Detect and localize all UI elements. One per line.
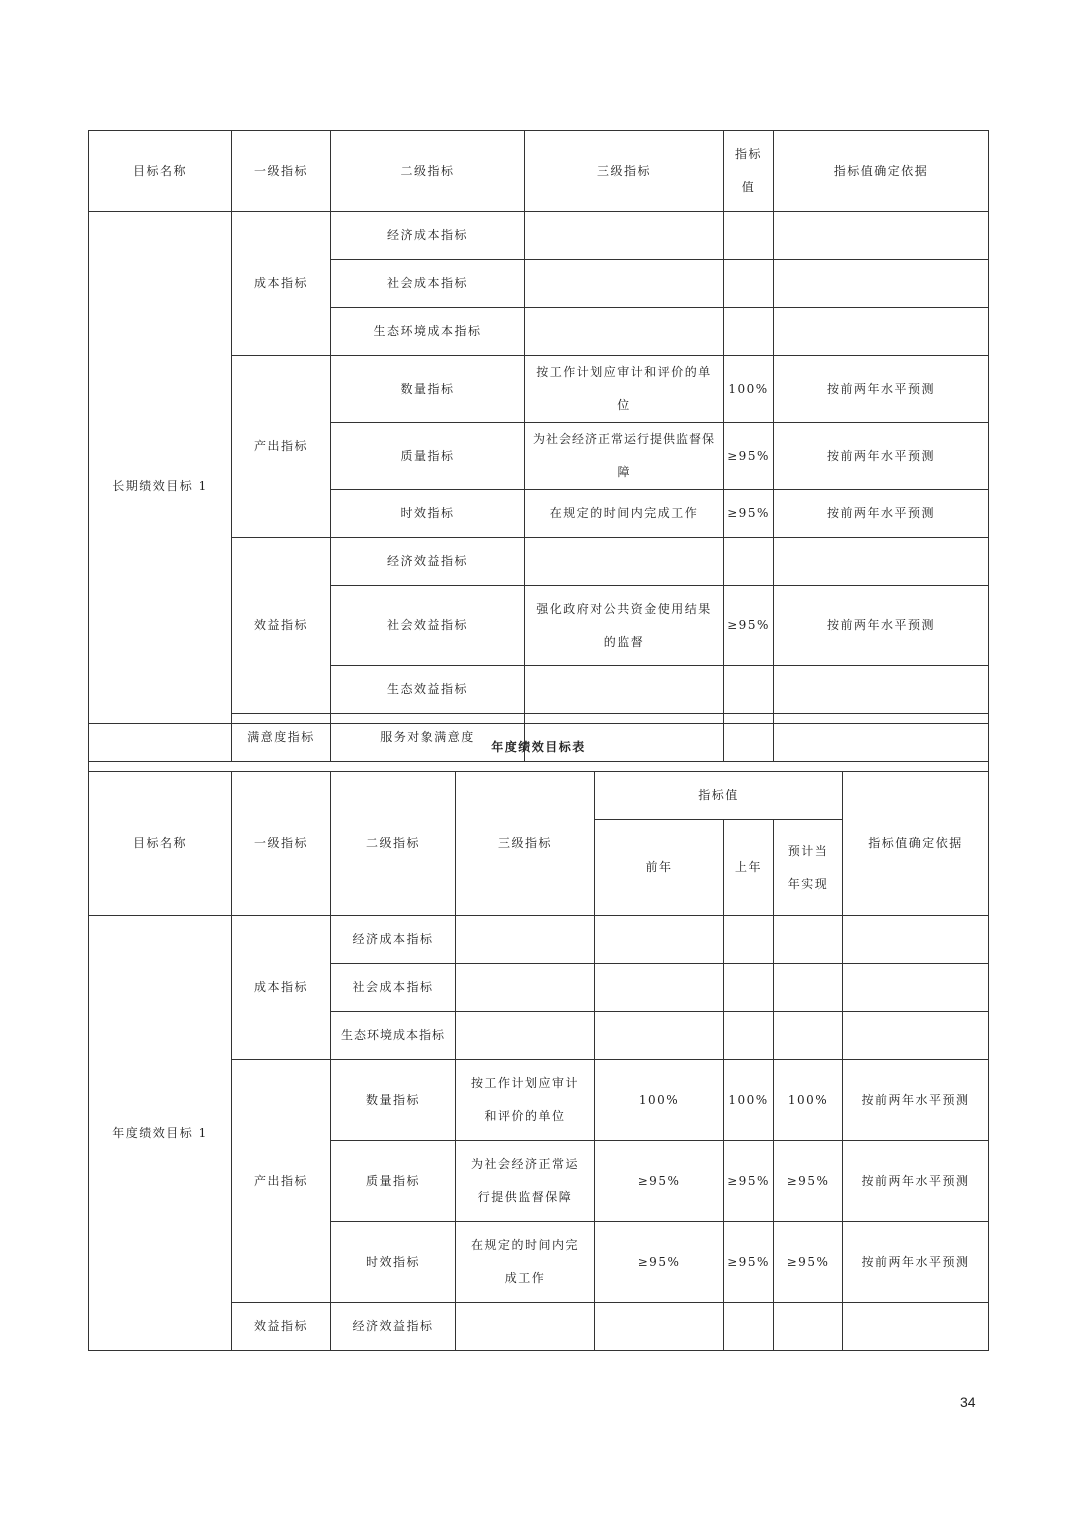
header-level1: 一级指标 — [232, 131, 331, 212]
value-cell: ≥95% — [724, 423, 774, 490]
prev1-cell: 100% — [724, 1060, 774, 1141]
expected-cell: 100% — [774, 1060, 843, 1141]
header-level2: 二级指标 — [331, 131, 525, 212]
prev2-cell: ≥95% — [595, 1141, 724, 1222]
prev1-cell — [724, 1012, 774, 1060]
prev1-cell — [724, 916, 774, 964]
basis-cell: 按前两年水平预测 — [843, 1222, 989, 1303]
header-prev1: 上年 — [724, 820, 774, 916]
value-cell: 100% — [724, 356, 774, 423]
header-basis: 指标值确定依据 — [843, 772, 989, 916]
level2-cell: 质量指标 — [331, 423, 525, 490]
level3-cell: 在规定的时间内完成工作 — [456, 1222, 595, 1303]
level2-cell: 生态环境成本指标 — [331, 308, 525, 356]
level2-cell: 社会成本指标 — [331, 964, 456, 1012]
basis-cell — [774, 308, 989, 356]
level2-cell: 经济成本指标 — [331, 212, 525, 260]
basis-cell — [843, 1012, 989, 1060]
basis-cell: 按前两年水平预测 — [843, 1060, 989, 1141]
basis-cell: 按前两年水平预测 — [774, 490, 989, 538]
table-header-row — [89, 772, 989, 820]
goal-name-cell: 长期绩效目标 1 — [89, 212, 232, 762]
basis-cell — [774, 538, 989, 586]
level3-cell: 为社会经济正常运行提供监督保障 — [456, 1141, 595, 1222]
level2-cell: 社会效益指标 — [331, 586, 525, 666]
expected-cell: ≥95% — [774, 1222, 843, 1303]
level2-cell: 生态效益指标 — [331, 666, 525, 714]
page-number: 34 — [960, 1394, 976, 1410]
basis-cell: 按前两年水平预测 — [774, 586, 989, 666]
header-level3: 三级指标 — [456, 772, 595, 916]
prev2-cell — [595, 916, 724, 964]
table-header-row — [89, 131, 989, 212]
table-row — [89, 916, 989, 964]
group-cost: 成本指标 — [232, 212, 331, 356]
level2-cell: 经济成本指标 — [331, 916, 456, 964]
level3-cell — [525, 666, 724, 714]
level3-cell — [525, 260, 724, 308]
prev1-cell — [724, 1303, 774, 1351]
level3-cell: 为社会经济正常运行提供监督保障 — [525, 423, 724, 490]
value-cell — [724, 538, 774, 586]
group-satisfaction: 满意度指标 — [232, 714, 331, 762]
level2-cell: 生态环境成本指标 — [331, 1012, 456, 1060]
level3-cell: 按工作计划应审计和评价的单位 — [456, 1060, 595, 1141]
basis-cell — [774, 666, 989, 714]
level2-cell: 服务对象满意度 — [331, 714, 525, 762]
expected-cell — [774, 916, 843, 964]
annual-goal-table — [88, 723, 989, 1351]
value-cell — [724, 212, 774, 260]
prev2-cell: ≥95% — [595, 1222, 724, 1303]
long-term-goal-table — [88, 130, 989, 762]
level3-cell — [525, 212, 724, 260]
header-value: 指标值 — [724, 131, 774, 212]
basis-cell — [774, 260, 989, 308]
table-title: 年度绩效目标表 — [89, 724, 989, 772]
level3-cell — [456, 1012, 595, 1060]
basis-cell: 按前两年水平预测 — [843, 1141, 989, 1222]
expected-cell: ≥95% — [774, 1141, 843, 1222]
basis-cell — [774, 212, 989, 260]
group-benefit: 效益指标 — [232, 538, 331, 714]
value-cell — [724, 666, 774, 714]
value-cell — [724, 308, 774, 356]
level3-cell — [525, 538, 724, 586]
basis-cell — [843, 964, 989, 1012]
header-level2: 二级指标 — [331, 772, 456, 916]
level2-cell: 时效指标 — [331, 1222, 456, 1303]
group-output: 产出指标 — [232, 356, 331, 538]
table-row — [89, 212, 989, 260]
basis-cell: 按前两年水平预测 — [774, 423, 989, 490]
prev1-cell: ≥95% — [724, 1141, 774, 1222]
table-title-row — [89, 724, 989, 772]
expected-cell — [774, 1303, 843, 1351]
level3-cell: 按工作计划应审计和评价的单位 — [525, 356, 724, 423]
group-output: 产出指标 — [232, 1060, 331, 1303]
level2-cell: 经济效益指标 — [331, 538, 525, 586]
group-cost: 成本指标 — [232, 916, 331, 1060]
basis-cell — [843, 916, 989, 964]
level2-cell: 经济效益指标 — [331, 1303, 456, 1351]
header-goal-name: 目标名称 — [89, 131, 232, 212]
value-cell: ≥95% — [724, 490, 774, 538]
group-benefit: 效益指标 — [232, 1303, 331, 1351]
level3-cell: 强化政府对公共资金使用结果的监督 — [525, 586, 724, 666]
goal-name-cell: 年度绩效目标 1 — [89, 916, 232, 1351]
header-expected: 预计当年实现 — [774, 820, 843, 916]
prev2-cell: 100% — [595, 1060, 724, 1141]
basis-cell — [843, 1303, 989, 1351]
level2-cell: 社会成本指标 — [331, 260, 525, 308]
level3-cell: 在规定的时间内完成工作 — [525, 490, 724, 538]
prev1-cell: ≥95% — [724, 1222, 774, 1303]
basis-cell: 按前两年水平预测 — [774, 356, 989, 423]
header-level1: 一级指标 — [232, 772, 331, 916]
header-prev2: 前年 — [595, 820, 724, 916]
level2-cell: 质量指标 — [331, 1141, 456, 1222]
header-basis: 指标值确定依据 — [774, 131, 989, 212]
prev1-cell — [724, 964, 774, 1012]
header-value: 指标值 — [595, 772, 843, 820]
prev2-cell — [595, 964, 724, 1012]
level3-cell — [456, 1303, 595, 1351]
expected-cell — [774, 1012, 843, 1060]
value-cell: ≥95% — [724, 586, 774, 666]
level2-cell: 数量指标 — [331, 356, 525, 423]
level3-cell — [456, 964, 595, 1012]
level3-cell — [525, 308, 724, 356]
value-cell — [724, 260, 774, 308]
level3-cell — [456, 916, 595, 964]
prev2-cell — [595, 1303, 724, 1351]
expected-cell — [774, 964, 843, 1012]
level2-cell: 时效指标 — [331, 490, 525, 538]
header-goal-name: 目标名称 — [89, 772, 232, 916]
level2-cell: 数量指标 — [331, 1060, 456, 1141]
prev2-cell — [595, 1012, 724, 1060]
header-level3: 三级指标 — [525, 131, 724, 212]
